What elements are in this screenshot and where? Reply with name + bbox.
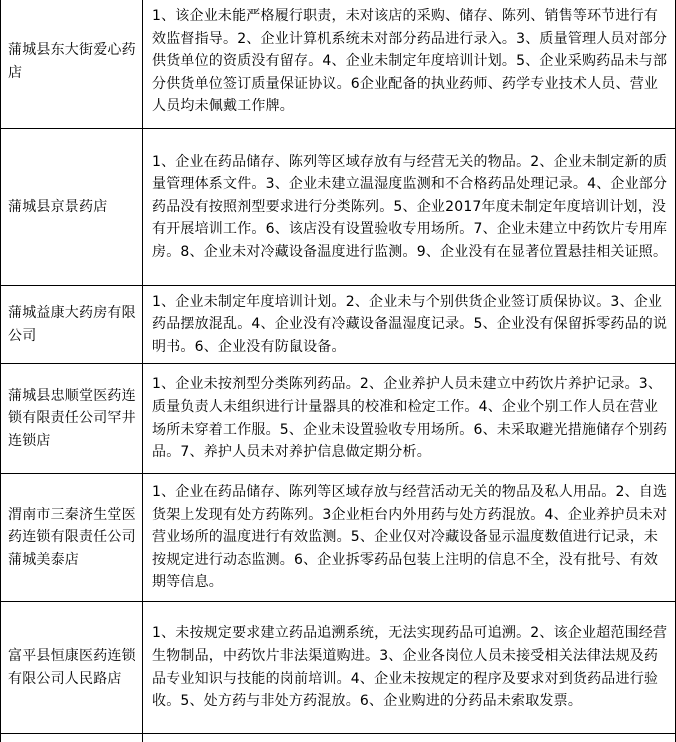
- pharmacy-name-cell: [1, 734, 143, 742]
- pharmacy-name-cell: 富平县恒康医药连锁有限公司人民路店: [1, 602, 143, 734]
- table-row: [1, 364, 676, 474]
- pharmacy-name-cell: 蒲城县忠顺堂医药连锁有限责任公司罕井连锁店: [1, 364, 143, 474]
- table-row: [1, 0, 676, 129]
- pharmacy-name-cell: 渭南市三秦济生堂医药连锁有限责任公司蒲城美泰店: [1, 474, 143, 602]
- issues-cell: 1、该企业未能严格履行职责，未对该店的采购、储存、陈列、销售等环节进行有效监督指导。2、企业计算机系统未对部分药品进行录入。3、质量管理人员对部分供货单位的资质没有留存。4、企业未制定年度培训计划。5、企业采购药品未与部分供货单位签订质量保证协议。6企业配备的执业药师、药学专业技术人员、营业人员均未佩戴工作牌。: [143, 0, 676, 129]
- issues-cell: 1、企业在药品储存、陈列等区域存放与经营活动无关的物品及私人用品。2、自选货架上发现有处方药陈列。3企业柜台内外用药与处方药混放。4、企业养护员未对营业场所的温度进行有效监测。5、企业仅对冷藏设备显示温度数值进行记录，未按规定进行动态监测。6、企业拆零药品包装上注明的信息不全，没有批号、有效期等信息。: [143, 474, 676, 602]
- pharmacy-name-cell: 蒲城益康大药房有限公司: [1, 286, 143, 364]
- pharmacy-name-cell: 蒲城县京景药店: [1, 129, 143, 286]
- issues-cell: 1、企业未制定年度培训计划。2、企业未与个别供货企业签订质保协议。3、企业药品摆放混乱。4、企业没有冷藏设备温湿度记录。5、企业没有保留拆零药品的说明书。6、企业没有防鼠设备。: [143, 286, 676, 364]
- issues-cell: 1、未按规定要求建立药品追溯系统，无法实现药品可追溯。2、该企业超范围经营生物制品，中药饮片非法渠道购进。3、企业各岗位人员未接受相关法律法规及药品专业知识与技能的岗前培训。4、企业未按规定的程序及要求对到货药品进行验收。5、处方药与非处方药混放。6、企业购进的分药品未索取发票。: [143, 602, 676, 734]
- table-row: [1, 129, 676, 286]
- table-row: [1, 474, 676, 602]
- table-row: [1, 734, 676, 742]
- issues-cell: [143, 734, 676, 742]
- pharmacy-name-cell: 蒲城县东大街爱心药店: [1, 0, 143, 129]
- table-row: [1, 286, 676, 364]
- table-row: [1, 602, 676, 734]
- issues-cell: 1、企业未按剂型分类陈列药品。2、企业养护人员未建立中药饮片养护记录。3、质量负责人未组织进行计量器具的校准和检定工作。4、企业个别工作人员在营业场所未穿着工作服。5、企业未设置验收专用场所。6、未采取避光措施储存个别药品。7、养护人员未对养护信息做定期分析。: [143, 364, 676, 474]
- issues-cell: 1、企业在药品储存、陈列等区域存放有与经营无关的物品。2、企业未制定新的质量管理体系文件。3、企业未建立温湿度监测和不合格药品处理记录。4、企业部分药品没有按照剂型要求进行分类陈列。5、企业2017年度未制定年度培训计划，没有开展培训工作。6、该店没有设置验收专用场所。7、企业未建立中药饮片专用库房。8、企业未对冷藏设备温度进行监测。9、企业没有在显著位置悬挂相关证照。: [143, 129, 676, 286]
